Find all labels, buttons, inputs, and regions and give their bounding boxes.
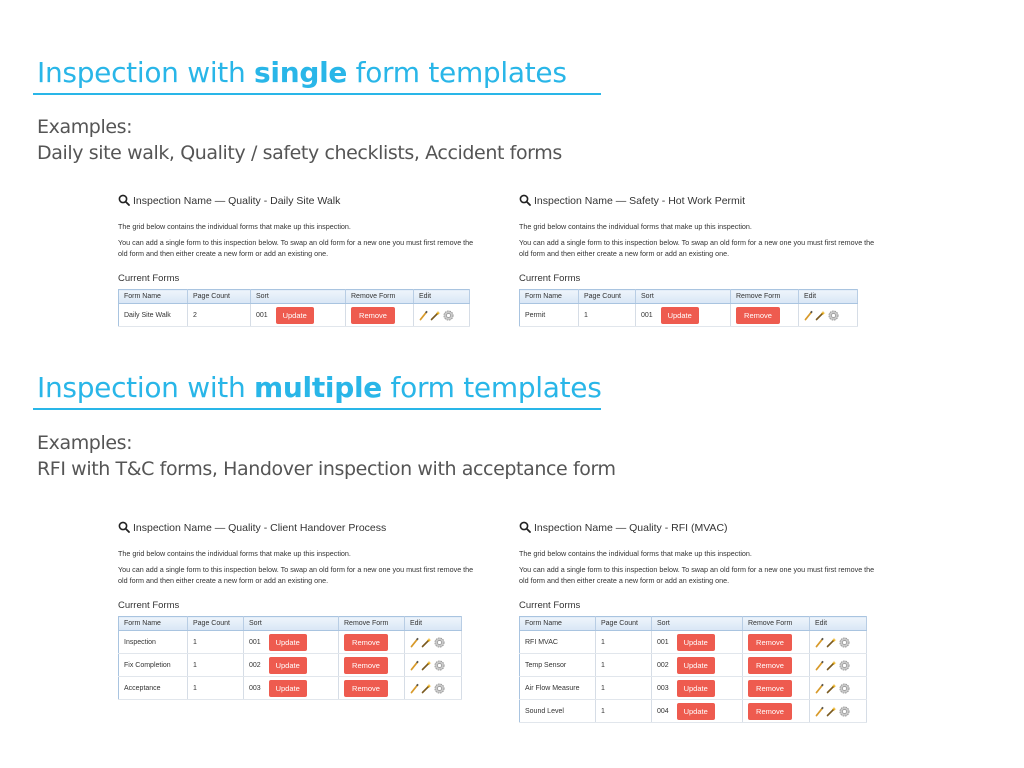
update-button[interactable]: Update bbox=[677, 680, 715, 697]
form-name-cell: Sound Level bbox=[520, 700, 596, 723]
examples-single bbox=[37, 114, 562, 166]
sort-cell bbox=[652, 700, 743, 723]
table-row bbox=[520, 654, 867, 677]
table-row bbox=[119, 654, 462, 677]
column-header-form-name: Form Name bbox=[520, 290, 579, 304]
wand-icon[interactable] bbox=[815, 310, 826, 321]
update-button[interactable]: Update bbox=[661, 307, 699, 324]
description-text: old form and then either create a new form or add an existing one. bbox=[118, 249, 329, 258]
gear-icon[interactable] bbox=[839, 706, 850, 717]
panel-title bbox=[118, 193, 488, 209]
column-header-edit: Edit bbox=[405, 617, 462, 631]
remove-cell bbox=[743, 654, 810, 677]
section-divider bbox=[33, 408, 601, 410]
pencil-icon[interactable] bbox=[815, 637, 824, 648]
page-count-cell: 2 bbox=[188, 304, 251, 327]
edit-cell bbox=[405, 677, 462, 700]
current-forms-label: Current Forms bbox=[118, 600, 180, 611]
description-text: The grid below contains the individual forms that make up this inspection. bbox=[519, 222, 752, 231]
page-count-cell: 1 bbox=[188, 631, 244, 654]
wand-icon[interactable] bbox=[826, 683, 837, 694]
description-text: The grid below contains the individual forms that make up this inspection. bbox=[519, 549, 752, 558]
search-icon bbox=[519, 521, 531, 536]
update-button[interactable]: Update bbox=[276, 307, 314, 324]
pencil-icon[interactable] bbox=[410, 637, 419, 648]
remove-button[interactable]: Remove bbox=[748, 680, 792, 697]
gear-icon[interactable] bbox=[443, 310, 454, 321]
column-header-remove-form: Remove Form bbox=[346, 290, 414, 304]
sort-value: 001 bbox=[256, 311, 268, 319]
column-header-sort: Sort bbox=[652, 617, 743, 631]
column-header-remove-form: Remove Form bbox=[743, 617, 810, 631]
column-header-sort: Sort bbox=[636, 290, 731, 304]
remove-cell bbox=[731, 304, 799, 327]
form-name-cell: Daily Site Walk bbox=[119, 304, 188, 327]
remove-cell bbox=[339, 677, 405, 700]
gear-icon[interactable] bbox=[434, 660, 445, 671]
description-text: You can add a single form to this inspection below. To swap an old form for a new one you must first remove the bbox=[519, 238, 875, 247]
table-row bbox=[520, 631, 867, 654]
sort-value: 001 bbox=[249, 638, 261, 646]
edit-cell bbox=[405, 654, 462, 677]
page-count-cell: 1 bbox=[596, 700, 652, 723]
edit-cell bbox=[799, 304, 858, 327]
forms-table bbox=[519, 616, 867, 723]
pencil-icon[interactable] bbox=[410, 660, 419, 671]
column-header-edit: Edit bbox=[414, 290, 470, 304]
table-header-row bbox=[520, 290, 858, 304]
remove-button[interactable]: Remove bbox=[351, 307, 395, 324]
panel-title bbox=[519, 520, 889, 536]
edit-cell bbox=[810, 631, 867, 654]
update-button[interactable]: Update bbox=[269, 680, 307, 697]
sort-value: 003 bbox=[249, 684, 261, 692]
table-header-row bbox=[119, 290, 470, 304]
remove-cell bbox=[743, 677, 810, 700]
gear-icon[interactable] bbox=[828, 310, 839, 321]
examples-multiple bbox=[37, 430, 616, 482]
inspection-name: Inspection Name — Safety - Hot Work Permit bbox=[534, 195, 746, 207]
remove-button[interactable]: Remove bbox=[344, 680, 388, 697]
page-count-cell: 1 bbox=[596, 677, 652, 700]
forms-table bbox=[519, 289, 858, 327]
inspection-panel bbox=[519, 193, 889, 327]
search-icon bbox=[118, 521, 130, 536]
section-title-single: Inspection with single form templates bbox=[37, 56, 567, 89]
search-icon bbox=[519, 194, 531, 209]
table-row bbox=[520, 677, 867, 700]
page-count-cell: 1 bbox=[188, 677, 244, 700]
description-text: old form and then either create a new form or add an existing one. bbox=[118, 576, 329, 585]
sort-cell bbox=[244, 654, 339, 677]
description-text: You can add a single form to this inspection below. To swap an old form for a new one you must first remove the bbox=[118, 238, 474, 247]
table-row bbox=[520, 304, 858, 327]
gear-icon[interactable] bbox=[839, 660, 850, 671]
wand-icon[interactable] bbox=[421, 637, 432, 648]
remove-button[interactable]: Remove bbox=[748, 657, 792, 674]
table-row bbox=[119, 677, 462, 700]
remove-cell bbox=[339, 654, 405, 677]
edit-cell bbox=[810, 700, 867, 723]
table-row bbox=[119, 631, 462, 654]
edit-cell bbox=[405, 631, 462, 654]
column-header-page-count: Page Count bbox=[579, 290, 636, 304]
remove-cell bbox=[346, 304, 414, 327]
sort-cell bbox=[244, 631, 339, 654]
column-header-sort: Sort bbox=[251, 290, 346, 304]
table-row bbox=[520, 700, 867, 723]
pencil-icon[interactable] bbox=[815, 683, 824, 694]
inspection-panel bbox=[118, 520, 488, 700]
inspection-panel bbox=[118, 193, 488, 327]
edit-cell bbox=[414, 304, 470, 327]
form-name-cell: RFI MVAC bbox=[520, 631, 596, 654]
remove-cell bbox=[743, 631, 810, 654]
remove-button[interactable]: Remove bbox=[344, 634, 388, 651]
update-button[interactable]: Update bbox=[677, 634, 715, 651]
edit-cell bbox=[810, 654, 867, 677]
panel-title bbox=[519, 193, 889, 209]
wand-icon[interactable] bbox=[826, 637, 837, 648]
column-header-page-count: Page Count bbox=[188, 290, 251, 304]
inspection-name: Inspection Name — Quality - Daily Site Walk bbox=[133, 195, 341, 207]
update-button[interactable]: Update bbox=[269, 657, 307, 674]
remove-cell bbox=[743, 700, 810, 723]
section-title-multiple: Inspection with multiple form templates bbox=[37, 371, 602, 404]
current-forms-label: Current Forms bbox=[519, 273, 581, 284]
update-button[interactable]: Update bbox=[677, 703, 715, 720]
forms-table bbox=[118, 289, 470, 327]
form-name-cell: Inspection bbox=[119, 631, 188, 654]
column-header-sort: Sort bbox=[244, 617, 339, 631]
remove-cell bbox=[339, 631, 405, 654]
examples-label: Examples: bbox=[37, 116, 133, 138]
edit-cell bbox=[810, 677, 867, 700]
gear-icon[interactable] bbox=[839, 637, 850, 648]
form-name-cell: Acceptance bbox=[119, 677, 188, 700]
sort-cell bbox=[652, 677, 743, 700]
wand-icon[interactable] bbox=[430, 310, 441, 321]
table-header-row bbox=[520, 617, 867, 631]
column-header-remove-form: Remove Form bbox=[339, 617, 405, 631]
update-button[interactable]: Update bbox=[269, 634, 307, 651]
sort-cell bbox=[636, 304, 731, 327]
gear-icon[interactable] bbox=[839, 683, 850, 694]
description-text: You can add a single form to this inspection below. To swap an old form for a new one you must first remove the bbox=[118, 565, 474, 574]
update-button[interactable]: Update bbox=[677, 657, 715, 674]
pencil-icon[interactable] bbox=[419, 310, 428, 321]
description-text: The grid below contains the individual forms that make up this inspection. bbox=[118, 549, 351, 558]
pencil-icon[interactable] bbox=[815, 706, 824, 717]
description-text: The grid below contains the individual forms that make up this inspection. bbox=[118, 222, 351, 231]
remove-button[interactable]: Remove bbox=[748, 703, 792, 720]
page-count-cell: 1 bbox=[596, 654, 652, 677]
form-name-cell: Temp Sensor bbox=[520, 654, 596, 677]
page-count-cell: 1 bbox=[596, 631, 652, 654]
pencil-icon[interactable] bbox=[410, 683, 419, 694]
column-header-edit: Edit bbox=[810, 617, 867, 631]
inspection-name: Inspection Name — Quality - Client Handover Process bbox=[133, 522, 387, 534]
pencil-icon[interactable] bbox=[815, 660, 824, 671]
examples-label: Examples: bbox=[37, 432, 133, 454]
forms-table bbox=[118, 616, 462, 700]
column-header-edit: Edit bbox=[799, 290, 858, 304]
sort-cell bbox=[652, 654, 743, 677]
search-icon bbox=[118, 194, 130, 209]
examples-text: RFI with T&C forms, Handover inspection with acceptance form bbox=[37, 458, 616, 480]
wand-icon[interactable] bbox=[421, 683, 432, 694]
sort-value: 002 bbox=[249, 661, 261, 669]
description-text: old form and then either create a new form or add an existing one. bbox=[519, 249, 730, 258]
remove-button[interactable]: Remove bbox=[736, 307, 780, 324]
inspection-name: Inspection Name — Quality - RFI (MVAC) bbox=[534, 522, 728, 534]
sort-value: 004 bbox=[657, 707, 669, 715]
sort-cell bbox=[652, 631, 743, 654]
sort-value: 001 bbox=[657, 638, 669, 646]
remove-button[interactable]: Remove bbox=[748, 634, 792, 651]
gear-icon[interactable] bbox=[434, 637, 445, 648]
description-text: You can add a single form to this inspection below. To swap an old form for a new one you must first remove the bbox=[519, 565, 875, 574]
wand-icon[interactable] bbox=[421, 660, 432, 671]
page-count-cell: 1 bbox=[188, 654, 244, 677]
column-header-page-count: Page Count bbox=[188, 617, 244, 631]
sort-value: 001 bbox=[641, 311, 653, 319]
pencil-icon[interactable] bbox=[804, 310, 813, 321]
gear-icon[interactable] bbox=[434, 683, 445, 694]
table-header-row bbox=[119, 617, 462, 631]
form-name-cell: Air Flow Measure bbox=[520, 677, 596, 700]
column-header-form-name: Form Name bbox=[119, 290, 188, 304]
column-header-form-name: Form Name bbox=[520, 617, 596, 631]
sort-value: 002 bbox=[657, 661, 669, 669]
sort-cell bbox=[244, 677, 339, 700]
panel-title bbox=[118, 520, 488, 536]
column-header-page-count: Page Count bbox=[596, 617, 652, 631]
sort-value: 003 bbox=[657, 684, 669, 692]
examples-text: Daily site walk, Quality / safety checklists, Accident forms bbox=[37, 142, 562, 164]
wand-icon[interactable] bbox=[826, 706, 837, 717]
remove-button[interactable]: Remove bbox=[344, 657, 388, 674]
form-name-cell: Fix Completion bbox=[119, 654, 188, 677]
inspection-panel bbox=[519, 520, 889, 723]
column-header-form-name: Form Name bbox=[119, 617, 188, 631]
current-forms-label: Current Forms bbox=[519, 600, 581, 611]
table-row bbox=[119, 304, 470, 327]
form-name-cell: Permit bbox=[520, 304, 579, 327]
page-count-cell: 1 bbox=[579, 304, 636, 327]
description-text: old form and then either create a new form or add an existing one. bbox=[519, 576, 730, 585]
wand-icon[interactable] bbox=[826, 660, 837, 671]
current-forms-label: Current Forms bbox=[118, 273, 180, 284]
section-divider bbox=[33, 93, 601, 95]
column-header-remove-form: Remove Form bbox=[731, 290, 799, 304]
sort-cell bbox=[251, 304, 346, 327]
